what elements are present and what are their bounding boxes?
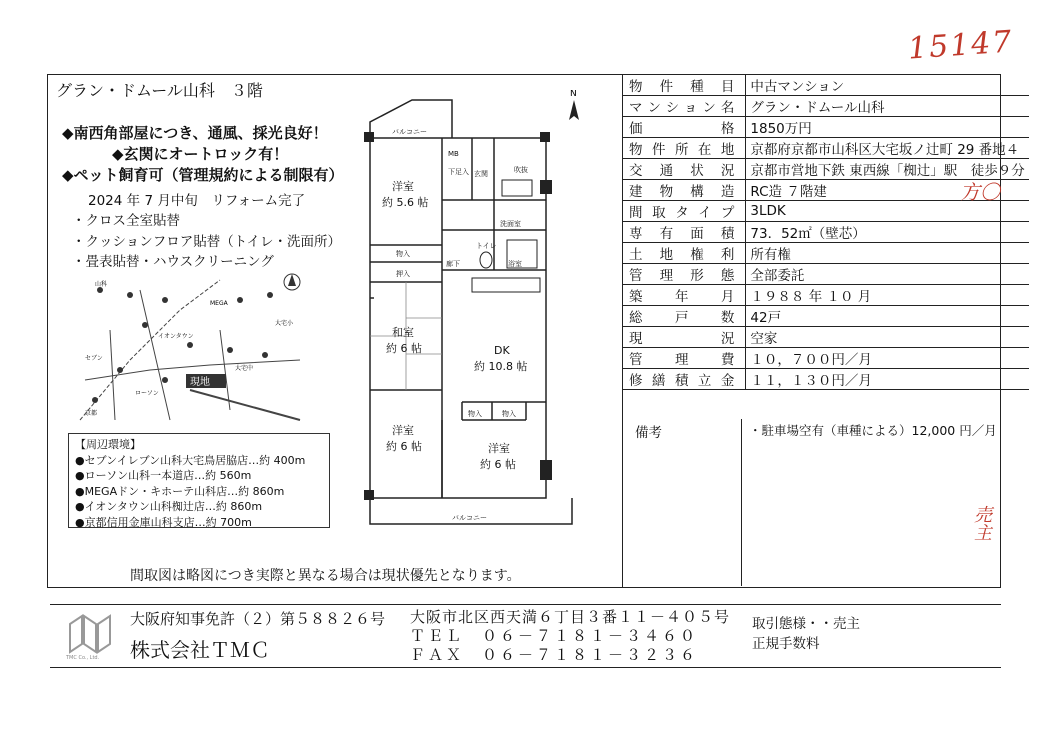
environment-heading: 【周辺環境】	[75, 438, 141, 451]
room-size: 約 10.8 帖	[474, 360, 528, 373]
area-map	[70, 270, 310, 432]
license-number: 大阪府知事免許（２）第５８８２６号	[130, 610, 386, 628]
room-label: 洋室	[488, 442, 510, 455]
room-label: 物入	[468, 410, 482, 418]
map-label: MEGA	[210, 300, 228, 307]
spec-key: 土地権利	[623, 243, 746, 264]
map-site-label: 現地	[190, 377, 210, 388]
company-logo	[62, 612, 116, 660]
spec-row	[623, 75, 1029, 96]
room-label: 洗面室	[500, 220, 521, 228]
handwritten-mark: 方〇	[960, 180, 1000, 204]
reform-item: ・クロス全室貼替	[72, 213, 180, 229]
handwritten-mark: 売主	[971, 505, 992, 541]
spec-key: 専有面積	[623, 222, 746, 243]
spec-value: グラン・ドムール山科	[746, 96, 1029, 117]
spec-key: 管理費	[623, 348, 746, 369]
room-label: 洋室	[392, 180, 414, 193]
room-label: 玄関	[474, 170, 488, 178]
spec-key: 管理形態	[623, 264, 746, 285]
spec-value: １９８８ 年 １０ 月	[746, 285, 1029, 306]
spec-value: 42戸	[746, 306, 1029, 327]
spec-value: １１，１３０円／月	[746, 369, 1029, 390]
reform-item: ・畳表貼替・ハウスクリーニング	[72, 254, 274, 270]
company-address: 大阪市北区西天満６丁目３番１１－４０５号	[410, 608, 731, 626]
spec-key: 総戸数	[623, 306, 746, 327]
highlight-3: ◆ペット飼育可（管理規約による制限有）	[62, 166, 344, 184]
map-label: 大宅中	[235, 365, 254, 372]
room-label: 物入	[502, 410, 516, 418]
map-label: 大宅小	[275, 320, 294, 327]
room-label: 下足入	[448, 168, 469, 176]
room-size: 約 6 帖	[386, 440, 422, 453]
spec-value: 全部委託	[746, 264, 1029, 285]
spec-value: 京都市営地下鉄 東西線「椥辻」駅 徒歩９分	[746, 159, 1029, 180]
spec-key: 修繕積立金	[623, 369, 746, 390]
spec-value: 京都府京都市山科区大宅坂ノ辻町 29 番地４	[746, 138, 1029, 159]
room-size: 約 6 帖	[480, 458, 516, 471]
spec-row	[623, 327, 1029, 348]
spec-key: 建物構造	[623, 180, 746, 201]
highlight-2: ◆玄関にオートロック有！	[112, 145, 289, 163]
spec-value: 空家	[746, 327, 1029, 348]
room-size: 約 5.6 帖	[382, 196, 429, 209]
room-label: 吹抜	[514, 166, 528, 174]
highlight-1: ◆南西角部屋につき、通風、採光良好！	[62, 124, 328, 142]
spec-key: 間取タイプ	[623, 201, 746, 222]
remarks-section	[623, 419, 1000, 587]
spec-value: 1850万円	[746, 117, 1029, 138]
spec-key: 築年月	[623, 285, 746, 306]
room-label: MB	[448, 150, 459, 158]
environment-item: ●セブンイレブン山科大宅鳥居脇店…約 400m	[75, 453, 306, 467]
map-label: セブン	[85, 355, 103, 362]
environment-item: ●ローソン山科一本道店…約 560m	[75, 469, 252, 482]
floorplan-disclaimer: 間取図は略図につき実際と異なる場合は現状優先となります。	[130, 568, 521, 584]
map-north-icon	[284, 274, 300, 290]
spec-key: マンション名	[623, 96, 746, 117]
environment-item: ●MEGAドン・キホーテ山科店…約 860m	[75, 484, 285, 498]
room-label: バルコニー	[392, 128, 427, 136]
map-label: 山科	[95, 281, 108, 288]
room-label: 洋室	[392, 424, 414, 437]
property-title: グラン・ドムール山科 ３階	[56, 81, 263, 100]
map-label: イオンタウン	[158, 333, 194, 340]
map-label: 京都	[85, 410, 98, 417]
spec-row	[623, 138, 1029, 159]
company-fax: ＦＡＸ ０６－７１８１－３２３６	[410, 646, 699, 664]
spec-row	[623, 285, 1029, 306]
spec-table	[623, 75, 1029, 390]
room-label: 浴室	[508, 260, 522, 268]
spec-value: 3LDK	[746, 201, 1029, 222]
spec-row	[623, 117, 1029, 138]
spec-value: 所有権	[746, 243, 1029, 264]
remarks-label: 備考	[635, 425, 662, 441]
room-label: 和室	[392, 326, 414, 339]
spec-value: RC造 ７階建	[746, 180, 1029, 201]
room-label: バルコニー	[452, 514, 487, 522]
spec-key: 物件種目	[623, 75, 746, 96]
room-label: 廊下	[446, 260, 460, 268]
reform-heading: 2024 年 7 月中旬 リフォーム完了	[88, 193, 306, 209]
company-name: 株式会社ＴＭＣ	[130, 638, 270, 662]
environment-box	[68, 433, 330, 528]
spec-row	[623, 306, 1029, 327]
transaction-type: 取引態様・・売主	[752, 616, 860, 632]
spec-row	[623, 348, 1029, 369]
environment-item: ●京都信用金庫山科支店…約 700m	[75, 515, 252, 529]
handwritten-reference-number: 15147	[906, 24, 1015, 67]
room-label: 物入	[396, 250, 410, 258]
spec-row	[623, 264, 1029, 285]
map-label: ローソン	[135, 390, 159, 397]
environment-item: ●イオンタウン山科椥辻店…約 860m	[75, 500, 263, 513]
commission: 正規手数料	[752, 636, 820, 652]
spec-key: 物件所在地	[623, 138, 746, 159]
spec-value: 73．52㎡（壁芯）	[746, 222, 1029, 243]
svg-text:N: N	[570, 90, 577, 99]
spec-key: 現況	[623, 327, 746, 348]
spec-row	[623, 243, 1029, 264]
spec-value: １０，７００円／月	[746, 348, 1029, 369]
room-label: トイレ	[476, 242, 497, 250]
spec-row	[623, 96, 1029, 117]
spec-key: 交通状況	[623, 159, 746, 180]
remarks-value: ・駐車場空有（車種による）12,000 円／月	[749, 423, 997, 438]
room-label: DK	[494, 344, 510, 357]
floor-plan	[352, 90, 584, 542]
room-label: 押入	[396, 270, 410, 278]
company-tel: ＴＥＬ ０６－７１８１－３４６０	[410, 627, 699, 645]
room-size: 約 6 帖	[386, 342, 422, 355]
reform-item: ・クッションフロア貼替（トイレ・洗面所）	[72, 234, 342, 250]
spec-row	[623, 222, 1029, 243]
spec-row	[623, 369, 1029, 390]
spec-key: 価格	[623, 117, 746, 138]
svg-text:TMC Co., Ltd.: TMC Co., Ltd.	[66, 655, 100, 660]
spec-value: 中古マンション	[746, 75, 1029, 96]
north-arrow-icon	[569, 90, 579, 120]
